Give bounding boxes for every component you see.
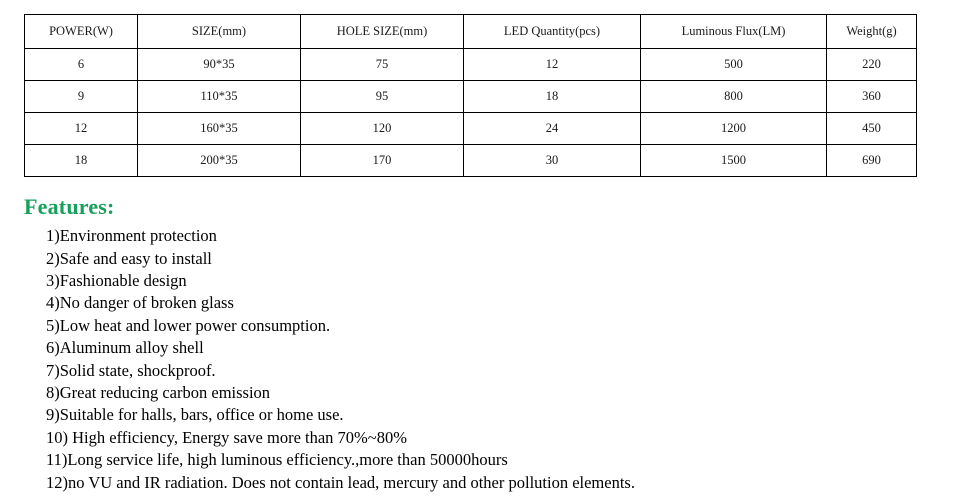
table-body	[25, 49, 917, 177]
cell-size: 160*35	[138, 113, 301, 145]
list-item: 9)Suitable for halls, bars, office or home use.	[46, 405, 344, 425]
column-header-luminous-flux: Luminous Flux(LM)	[641, 15, 827, 49]
list-item: 12)no VU and IR radiation. Does not contain lead, mercury and other pollution elements.	[46, 472, 635, 492]
list-item: 10) High efficiency, Energy save more than 70%~80%	[46, 427, 407, 447]
column-header-led-quantity: LED Quantity(pcs)	[464, 15, 641, 49]
column-header-power: POWER(W)	[25, 15, 138, 49]
table-header	[25, 15, 917, 49]
cell-power: 12	[25, 113, 138, 145]
cell-weight: 360	[827, 81, 917, 113]
column-header-weight: Weight(g)	[827, 15, 917, 49]
cell-power: 6	[25, 49, 138, 81]
column-header-hole-size: HOLE SIZE(mm)	[301, 15, 464, 49]
cell-luminous-flux: 1500	[641, 145, 827, 177]
cell-hole-size: 120	[301, 113, 464, 145]
list-item: 6)Aluminum alloy shell	[46, 338, 204, 358]
cell-luminous-flux: 1200	[641, 113, 827, 145]
table-row	[25, 113, 917, 145]
table-header-row	[25, 15, 917, 49]
cell-power: 18	[25, 145, 138, 177]
cell-size: 90*35	[138, 49, 301, 81]
features-section	[0, 177, 964, 494]
column-header-size: SIZE(mm)	[138, 15, 301, 49]
list-item: 8)Great reducing carbon emission	[46, 383, 271, 403]
cell-weight: 450	[827, 113, 917, 145]
cell-weight: 220	[827, 49, 917, 81]
table-row	[25, 49, 917, 81]
list-item: 4)No danger of broken glass	[46, 293, 234, 313]
list-item: 1)Environment protection	[46, 226, 217, 246]
cell-luminous-flux: 800	[641, 81, 827, 113]
cell-led-quantity: 12	[464, 49, 641, 81]
features-list	[24, 225, 940, 494]
cell-led-quantity: 18	[464, 81, 641, 113]
cell-hole-size: 95	[301, 81, 464, 113]
table-row	[25, 145, 917, 177]
cell-weight: 690	[827, 145, 917, 177]
cell-led-quantity: 24	[464, 113, 641, 145]
cell-led-quantity: 30	[464, 145, 641, 177]
specification-table	[24, 14, 917, 177]
cell-luminous-flux: 500	[641, 49, 827, 81]
list-item: 3)Fashionable design	[46, 271, 187, 290]
list-item: 2)Safe and easy to install	[46, 248, 212, 268]
list-item: 5)Low heat and lower power consumption.	[46, 315, 331, 335]
cell-size: 110*35	[138, 81, 301, 113]
spec-table-container	[0, 0, 964, 177]
cell-hole-size: 75	[301, 49, 464, 81]
table-row	[25, 81, 917, 113]
features-heading: Features:	[24, 194, 115, 219]
list-item: 7)Solid state, shockproof.	[46, 360, 216, 380]
cell-hole-size: 170	[301, 145, 464, 177]
cell-size: 200*35	[138, 145, 301, 177]
cell-power: 9	[25, 81, 138, 113]
list-item: 11)Long service life, high luminous efficiency.,more than 50000hours	[46, 450, 508, 470]
